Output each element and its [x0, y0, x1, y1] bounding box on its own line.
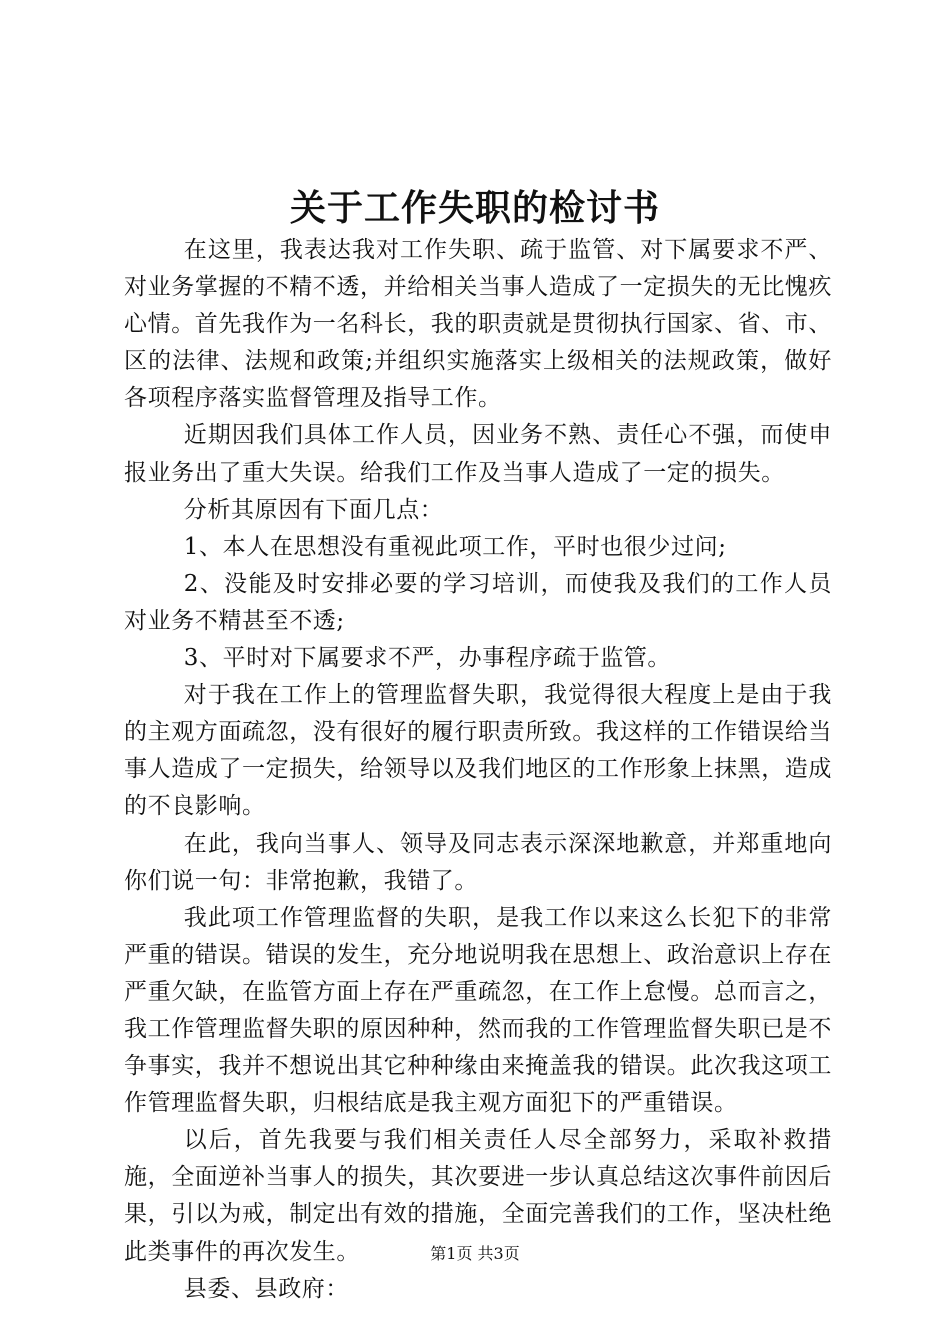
paragraph: 2、没能及时安排必要的学习培训，而使我及我们的工作人员对业务不精甚至不透;	[124, 570, 832, 634]
paragraph: 以后，首先我要与我们相关责任人尽全部努力，采取补救措施，全面逆补当事人的损失，其次要进一步认真总结这次事件前因后果，引以为戒，制定出有效的措施，全面完善我们的工作，坚决杜绝此类事件的再次发生。	[124, 1127, 832, 1265]
page-footer: 第1页 共3页	[430, 1244, 520, 1263]
paragraph: 对于我在工作上的管理监督失职，我觉得很大程度上是由于我的主观方面疏忽，没有很好的履行职责所致。我这样的工作错误给当事人造成了一定损失，给领导以及我们地区的工作形象上抹黑，造成的不良影响。	[124, 682, 832, 820]
paragraph: 近期因我们具体工作人员，因业务不熟、责任心不强，而使申报业务出了重大失误。给我们工作及当事人造成了一定的损失。	[124, 422, 832, 486]
paragraph: 我此项工作管理监督的失职，是我工作以来这么长犯下的非常严重的错误。错误的发生，充分地说明我在思想上、政治意识上存在严重欠缺，在监管方面上存在严重疏忽，在工作上怠慢。总而言之，我工作管理监督失职的原因种种，然而我的工作管理监督失职已是不争事实，我并不想说出其它种种缘由来掩盖我的错误。此次我这项工作管理监督失职，归根结底是我主观方面犯下的严重错误。	[124, 904, 832, 1117]
paragraph: 县委、县政府：	[183, 1275, 349, 1302]
paragraph: 分析其原因有下面几点：	[183, 496, 444, 523]
paragraph: 在这里，我表达我对工作失职、疏于监管、对下属要求不严、对业务掌握的不精不透，并给相关当事人造成了一定损失的无比愧疚心情。首先我作为一名科长，我的职责就是贯彻执行国家、省、市、区的法律、法规和政策;并组织实施落实上级相关的法规政策，做好各项程序落实监督管理及指导工作。	[124, 237, 832, 412]
paragraph: 在此，我向当事人、领导及同志表示深深地歉意，并郑重地向你们说一句：非常抱歉，我错了。	[124, 830, 832, 894]
paragraph: 3、平时对下属要求不严，办事程序疏于监管。	[183, 645, 672, 672]
document-title: 关于工作失职的检讨书	[289, 187, 660, 229]
paragraph: 1、本人在思想没有重视此项工作，平时也很少过问;	[183, 533, 727, 560]
document-body	[124, 232, 832, 1308]
